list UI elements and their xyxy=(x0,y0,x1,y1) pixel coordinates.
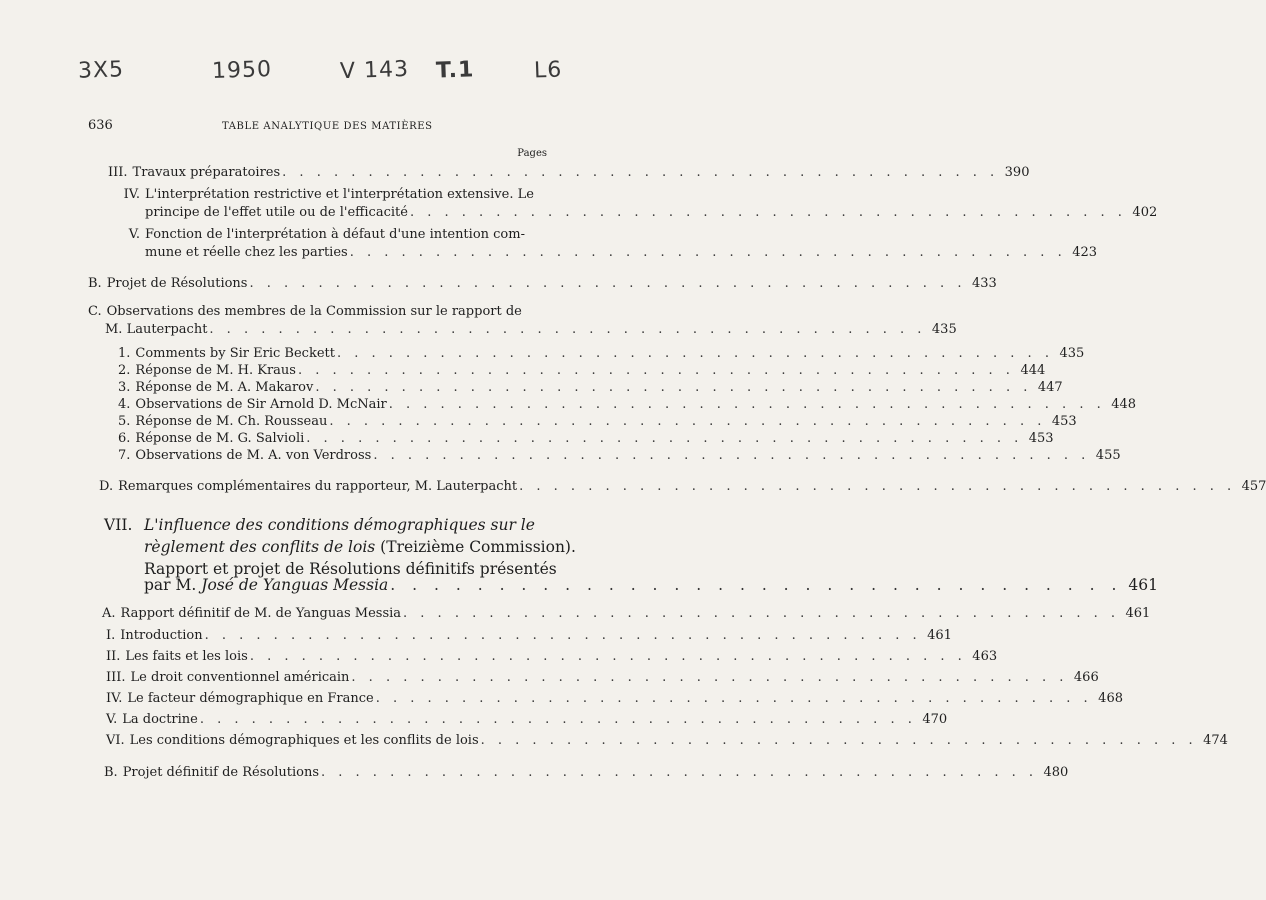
section-subtitle: Rapport et projet de Résolutions définitifs présentés xyxy=(144,560,557,578)
toc-entry xyxy=(118,379,1063,397)
entry-title: Les conditions démographiques et les conflits de lois xyxy=(129,733,479,748)
entry-number: 2. xyxy=(118,363,131,378)
entry-number: 3. xyxy=(118,380,131,395)
entry-number: IV. xyxy=(123,187,140,202)
entry-title: Introduction xyxy=(120,628,203,643)
toc-entry-line xyxy=(108,186,534,204)
entry-title-line1: L'interprétation restrictive et l'interprétation extensive. Le xyxy=(145,187,534,202)
toc-entry xyxy=(145,204,1158,222)
entry-title: Observations de Sir Arnold D. McNair xyxy=(135,397,387,412)
entry-number: 1. xyxy=(118,346,131,361)
leader-dots: . . . . . . . . . . . . . . . . . . . . . . . . . . . . . . . . . . . . . . . . . . xyxy=(329,414,1046,429)
leader-dots: . . . . . . . . . . . . . . . . . . . . . . . . . . . . . . . . . . . . . . . . . . xyxy=(249,649,967,664)
handwritten-note-1: 3X5 xyxy=(77,57,125,84)
entry-page: 468 xyxy=(1098,691,1123,706)
toc-entry xyxy=(106,732,1228,750)
leader-dots: . . . . . . . . . . . . . . . . . . . . . . . . . . . . . . . . . . . . . . . . . . xyxy=(409,205,1127,220)
entry-page: 463 xyxy=(972,649,998,664)
leader-dots: . . . . . . . . . . . . . . . . . . . . . . . . . . . . . . . . . . . . . . . . . . xyxy=(315,380,1032,395)
entry-title: La doctrine xyxy=(122,712,198,727)
section-heading-last-line xyxy=(144,574,1158,596)
entry-number: V. xyxy=(128,227,140,242)
leader-dots: . . . . . . . . . . . . . . . . . . . . . . . . . . . . . . . . . . . . . . . . . . xyxy=(373,448,1090,463)
section-author: José de Yanguas Messia xyxy=(201,576,389,594)
leader-dots: . . . . . . . . . . . . . . . . . . . . . . . . . . . . . . . . . . . . . . . . . . xyxy=(336,346,1054,361)
entry-page: 448 xyxy=(1111,397,1137,412)
toc-entry xyxy=(88,275,997,293)
section-heading-line xyxy=(104,514,535,536)
entry-label: C. xyxy=(88,304,102,319)
section-page: 461 xyxy=(1128,576,1158,594)
toc-entry xyxy=(118,396,1137,414)
entry-number: III. xyxy=(106,670,126,685)
entry-title: Réponse de M. Ch. Rousseau xyxy=(135,414,328,429)
leader-dots: . . . . . . . . . . . . . . . . . . . . . . . . . . . . . . . . . . . . . . . . . . xyxy=(388,397,1106,412)
entry-title: Réponse de M. H. Kraus xyxy=(135,363,296,378)
entry-page: 390 xyxy=(1004,165,1030,180)
toc-entry xyxy=(108,164,1030,182)
leader-dots: . . . . . . . . . . . . . . . . . . . . . . . . . . . . . . . . . . . . . . . . . . xyxy=(282,165,999,180)
toc-entry xyxy=(106,669,1099,687)
handwritten-note-4: T.1 xyxy=(435,57,475,84)
toc-entry xyxy=(106,627,952,645)
leader-dots: . . . . . . . . . . . . . . . . . . . . . . . . . . . . . . . . . . . . . . . . . . xyxy=(349,245,1067,260)
toc-entry xyxy=(106,711,948,729)
leader-dots: . . . . . . . . . . . . . . . . . . . . . . . . . . . . . . . . . . . . . . . . . . xyxy=(209,322,926,337)
entry-title: Travaux préparatoires xyxy=(132,165,281,180)
leader-dots: . . . . . . . . . . . . . . . . . . . . . . . . . . . . . . . . . . . . . . . . . . xyxy=(306,431,1023,446)
section-title-italic: règlement des conflits de lois xyxy=(144,538,376,556)
section-author-prefix: par M. xyxy=(144,576,202,594)
entry-page: 461 xyxy=(1125,606,1151,621)
entry-number: 6. xyxy=(118,431,131,446)
entry-page: 474 xyxy=(1203,733,1228,748)
section-heading-line xyxy=(144,536,576,558)
handwritten-note-5: L6 xyxy=(533,57,563,84)
entry-title: Comments by Sir Eric Beckett xyxy=(135,346,335,361)
toc-entry-line xyxy=(108,226,525,244)
section-title-italic: L'influence des conditions démographiques sur le xyxy=(144,516,535,534)
entry-number: 7. xyxy=(118,448,131,463)
section-title-rest: (Treizième Commission). xyxy=(375,538,576,556)
entry-number: 4. xyxy=(118,397,131,412)
leader-dots: . . . . . . . . . . . . . . . . . . . . . . . . . . . . . . . . . . . . . . . . . . xyxy=(199,712,917,727)
leader-dots: . . . . . . . . . . . . . . . . . . . . . . . . . . . . . . . . . . . . . . . . . . xyxy=(204,628,922,643)
entry-label: D. xyxy=(99,479,114,494)
entry-title: Réponse de M. A. Makarov xyxy=(135,380,314,395)
page-number: 636 xyxy=(88,118,113,133)
toc-entry xyxy=(118,362,1046,380)
entry-page: 423 xyxy=(1072,245,1098,260)
toc-entry xyxy=(145,244,1098,262)
toc-entry xyxy=(106,690,1123,708)
pages-column-header: Pages xyxy=(517,148,547,159)
entry-title: principe de l'effet utile ou de l'efficacité xyxy=(145,205,408,220)
leader-dots: . . . . . . . . . . . . . . . . . . . . . . . . . . . . . . . . . . . . . . . . . . xyxy=(403,606,1120,621)
toc-entry xyxy=(99,478,1266,496)
entry-number: IV. xyxy=(106,691,123,706)
leader-dots: . . . . . . . . . . . . . . . . . . . . . . . . . . . . . . . . . . . . . . . . . . xyxy=(519,479,1236,494)
entry-label: A. xyxy=(102,606,116,621)
leader-dots: . . . . . . . . . . . . . . . . . . . . . . . . . . . . . . . . . . xyxy=(390,576,1123,594)
leader-dots: . . . . . . . . . . . . . . . . . . . . . . . . . . . . . . . . . . . . . . . . . . xyxy=(351,670,1068,685)
entry-page: 433 xyxy=(971,276,997,291)
entry-page: 435 xyxy=(1059,346,1085,361)
entry-number: V. xyxy=(106,712,118,727)
toc-entry xyxy=(105,321,957,339)
entry-title: Le facteur démographique en France xyxy=(127,691,374,706)
running-head: TABLE ANALYTIQUE DES MATIÈRES xyxy=(222,121,433,132)
section-number: VII. xyxy=(104,516,133,534)
entry-page: 480 xyxy=(1043,765,1069,780)
entry-number: 5. xyxy=(118,414,131,429)
entry-title-line1: Fonction de l'interprétation à défaut d'une intention com- xyxy=(145,227,525,242)
toc-entry xyxy=(118,413,1077,431)
entry-title: Projet de Résolutions xyxy=(106,276,248,291)
toc-entry xyxy=(118,447,1121,465)
entry-title-line1: Observations des membres de la Commission sur le rapport de xyxy=(106,304,522,319)
entry-page: 455 xyxy=(1095,448,1121,463)
entry-page: 435 xyxy=(931,322,957,337)
entry-title: Les faits et les lois xyxy=(125,649,248,664)
entry-number: I. xyxy=(106,628,116,643)
leader-dots: . . . . . . . . . . . . . . . . . . . . . . . . . . . . . . . . . . . . . . . . . . xyxy=(480,733,1198,748)
entry-title: Remarques complémentaires du rapporteur, M. Lauterpacht xyxy=(118,479,518,494)
entry-number: VI. xyxy=(106,733,125,748)
leader-dots: . . . . . . . . . . . . . . . . . . . . . . . . . . . . . . . . . . . . . . . . . . xyxy=(249,276,966,291)
toc-entry xyxy=(118,345,1085,363)
entry-page: 453 xyxy=(1051,414,1077,429)
entry-title: Projet définitif de Résolutions xyxy=(122,765,320,780)
entry-title: mune et réelle chez les parties xyxy=(145,245,348,260)
leader-dots: . . . . . . . . . . . . . . . . . . . . . . . . . . . . . . . . . . . . . . . . . . xyxy=(321,765,1038,780)
handwritten-note-2: 1950 xyxy=(211,56,273,85)
entry-page: 466 xyxy=(1073,670,1099,685)
entry-page: 470 xyxy=(922,712,948,727)
entry-title: Observations de M. A. von Verdross xyxy=(135,448,372,463)
toc-entry xyxy=(106,648,998,666)
entry-page: 444 xyxy=(1020,363,1046,378)
entry-label: B. xyxy=(88,276,102,291)
entry-title: Le droit conventionnel américain xyxy=(130,670,350,685)
toc-entry xyxy=(102,605,1151,623)
entry-page: 447 xyxy=(1037,380,1063,395)
entry-title: M. Lauterpacht xyxy=(105,322,208,337)
entry-number: III. xyxy=(108,165,128,180)
entry-page: 457 xyxy=(1241,479,1266,494)
entry-page: 402 xyxy=(1132,205,1158,220)
handwritten-note-3: V 143 xyxy=(339,56,410,85)
entry-title: Rapport définitif de M. de Yanguas Messia xyxy=(120,606,402,621)
entry-number: II. xyxy=(106,649,121,664)
entry-label: B. xyxy=(104,765,118,780)
entry-page: 453 xyxy=(1028,431,1054,446)
toc-entry xyxy=(118,430,1054,448)
leader-dots: . . . . . . . . . . . . . . . . . . . . . . . . . . . . . . . . . . . . . . . . . . xyxy=(375,691,1093,706)
entry-page: 461 xyxy=(927,628,952,643)
leader-dots: . . . . . . . . . . . . . . . . . . . . . . . . . . . . . . . . . . . . . . . . . . xyxy=(297,363,1015,378)
toc-entry xyxy=(104,764,1069,782)
entry-title: Réponse de M. G. Salvioli xyxy=(135,431,305,446)
toc-entry-line xyxy=(88,303,522,321)
